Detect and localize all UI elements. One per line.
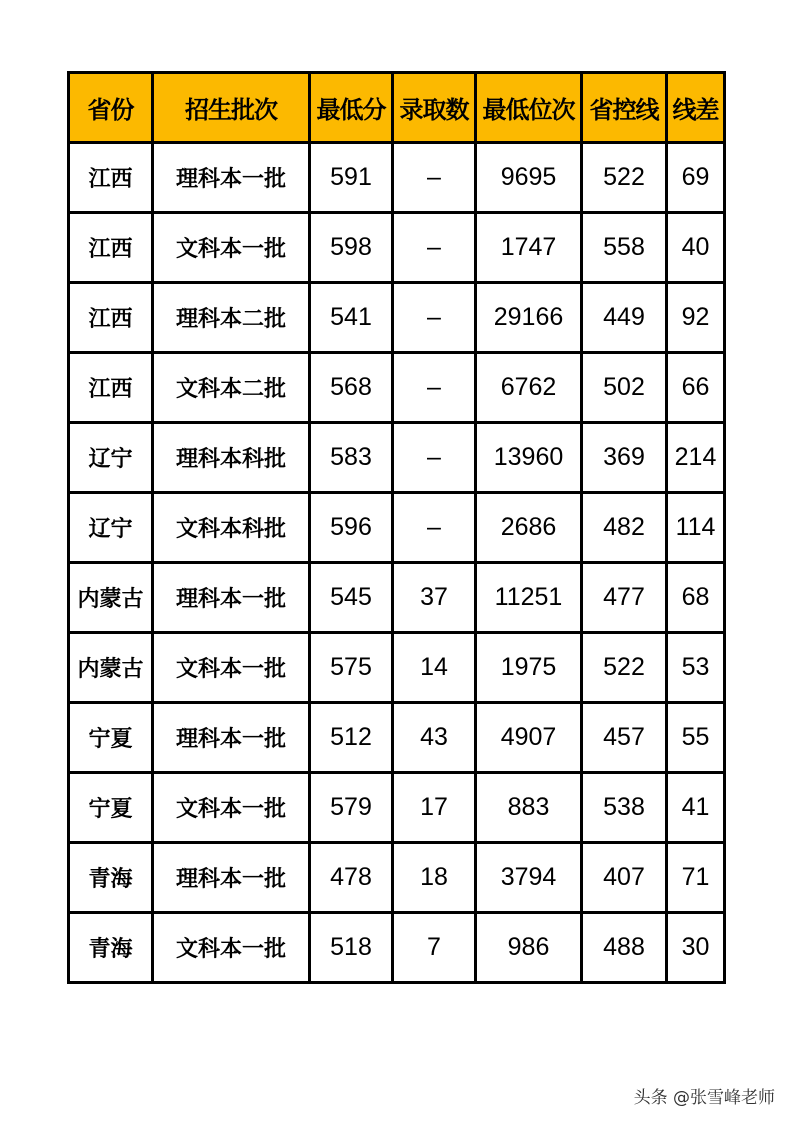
cell-province: 江西 xyxy=(69,213,153,283)
table-row xyxy=(69,703,725,773)
table-row xyxy=(69,843,725,913)
cell-batch: 理科本科批 xyxy=(153,423,310,493)
table-row xyxy=(69,213,725,283)
cell-control-line: 488 xyxy=(582,913,667,983)
cell-line-diff: 68 xyxy=(667,563,725,633)
table-row xyxy=(69,563,725,633)
cell-province: 江西 xyxy=(69,283,153,353)
cell-min-rank: 13960 xyxy=(476,423,582,493)
column-header-control-line: 省控线 xyxy=(582,73,667,143)
cell-batch: 理科本一批 xyxy=(153,143,310,213)
table-row xyxy=(69,353,725,423)
cell-min-rank: 883 xyxy=(476,773,582,843)
cell-line-diff: 55 xyxy=(667,703,725,773)
cell-control-line: 407 xyxy=(582,843,667,913)
cell-min-score: 596 xyxy=(310,493,393,563)
cell-line-diff: 30 xyxy=(667,913,725,983)
cell-control-line: 502 xyxy=(582,353,667,423)
cell-control-line: 457 xyxy=(582,703,667,773)
cell-province: 青海 xyxy=(69,913,153,983)
cell-min-rank: 11251 xyxy=(476,563,582,633)
cell-batch: 文科本二批 xyxy=(153,353,310,423)
column-header-province: 省份 xyxy=(69,73,153,143)
column-header-min-score: 最低分 xyxy=(310,73,393,143)
cell-line-diff: 214 xyxy=(667,423,725,493)
cell-admitted-count: – xyxy=(393,213,476,283)
cell-control-line: 522 xyxy=(582,143,667,213)
cell-province: 江西 xyxy=(69,143,153,213)
table-row xyxy=(69,423,725,493)
cell-admitted-count: – xyxy=(393,353,476,423)
table-body xyxy=(69,143,725,983)
cell-province: 内蒙古 xyxy=(69,563,153,633)
cell-min-rank: 3794 xyxy=(476,843,582,913)
cell-province: 宁夏 xyxy=(69,773,153,843)
cell-province: 辽宁 xyxy=(69,493,153,563)
table-row xyxy=(69,633,725,703)
cell-admitted-count: 37 xyxy=(393,563,476,633)
cell-province: 宁夏 xyxy=(69,703,153,773)
cell-batch: 文科本科批 xyxy=(153,493,310,563)
cell-min-rank: 1975 xyxy=(476,633,582,703)
admission-score-table xyxy=(67,71,726,984)
column-header-line-diff: 线差 xyxy=(667,73,725,143)
table-header-row xyxy=(69,73,725,143)
cell-min-score: 579 xyxy=(310,773,393,843)
cell-control-line: 522 xyxy=(582,633,667,703)
cell-province: 内蒙古 xyxy=(69,633,153,703)
cell-line-diff: 53 xyxy=(667,633,725,703)
cell-admitted-count: – xyxy=(393,143,476,213)
cell-province: 辽宁 xyxy=(69,423,153,493)
cell-province: 青海 xyxy=(69,843,153,913)
cell-min-score: 478 xyxy=(310,843,393,913)
cell-admitted-count: – xyxy=(393,493,476,563)
cell-min-rank: 9695 xyxy=(476,143,582,213)
watermark: 头条 @张雪峰老师 xyxy=(633,1088,775,1108)
cell-admitted-count: 14 xyxy=(393,633,476,703)
cell-line-diff: 92 xyxy=(667,283,725,353)
cell-line-diff: 114 xyxy=(667,493,725,563)
table-row xyxy=(69,773,725,843)
cell-min-score: 575 xyxy=(310,633,393,703)
cell-control-line: 538 xyxy=(582,773,667,843)
cell-control-line: 369 xyxy=(582,423,667,493)
cell-province: 江西 xyxy=(69,353,153,423)
cell-min-score: 545 xyxy=(310,563,393,633)
cell-batch: 理科本一批 xyxy=(153,563,310,633)
cell-min-score: 512 xyxy=(310,703,393,773)
cell-min-score: 518 xyxy=(310,913,393,983)
cell-min-score: 568 xyxy=(310,353,393,423)
cell-admitted-count: – xyxy=(393,423,476,493)
cell-min-rank: 2686 xyxy=(476,493,582,563)
cell-admitted-count: 7 xyxy=(393,913,476,983)
cell-min-rank: 986 xyxy=(476,913,582,983)
cell-min-score: 541 xyxy=(310,283,393,353)
cell-admitted-count: 18 xyxy=(393,843,476,913)
cell-control-line: 477 xyxy=(582,563,667,633)
cell-admitted-count: 17 xyxy=(393,773,476,843)
cell-min-rank: 1747 xyxy=(476,213,582,283)
cell-batch: 文科本一批 xyxy=(153,913,310,983)
column-header-min-rank: 最低位次 xyxy=(476,73,582,143)
cell-line-diff: 69 xyxy=(667,143,725,213)
cell-control-line: 558 xyxy=(582,213,667,283)
cell-min-rank: 6762 xyxy=(476,353,582,423)
cell-line-diff: 66 xyxy=(667,353,725,423)
column-header-admitted-count: 录取数 xyxy=(393,73,476,143)
cell-batch: 理科本一批 xyxy=(153,703,310,773)
cell-batch: 理科本一批 xyxy=(153,843,310,913)
cell-min-score: 591 xyxy=(310,143,393,213)
cell-batch: 理科本二批 xyxy=(153,283,310,353)
cell-admitted-count: – xyxy=(393,283,476,353)
table-row xyxy=(69,143,725,213)
table-row xyxy=(69,913,725,983)
cell-control-line: 449 xyxy=(582,283,667,353)
cell-min-score: 583 xyxy=(310,423,393,493)
cell-batch: 文科本一批 xyxy=(153,773,310,843)
table-row xyxy=(69,283,725,353)
cell-line-diff: 41 xyxy=(667,773,725,843)
column-header-batch: 招生批次 xyxy=(153,73,310,143)
cell-min-rank: 4907 xyxy=(476,703,582,773)
cell-line-diff: 40 xyxy=(667,213,725,283)
table-row xyxy=(69,493,725,563)
cell-batch: 文科本一批 xyxy=(153,213,310,283)
cell-min-score: 598 xyxy=(310,213,393,283)
cell-control-line: 482 xyxy=(582,493,667,563)
cell-line-diff: 71 xyxy=(667,843,725,913)
cell-batch: 文科本一批 xyxy=(153,633,310,703)
cell-admitted-count: 43 xyxy=(393,703,476,773)
cell-min-rank: 29166 xyxy=(476,283,582,353)
